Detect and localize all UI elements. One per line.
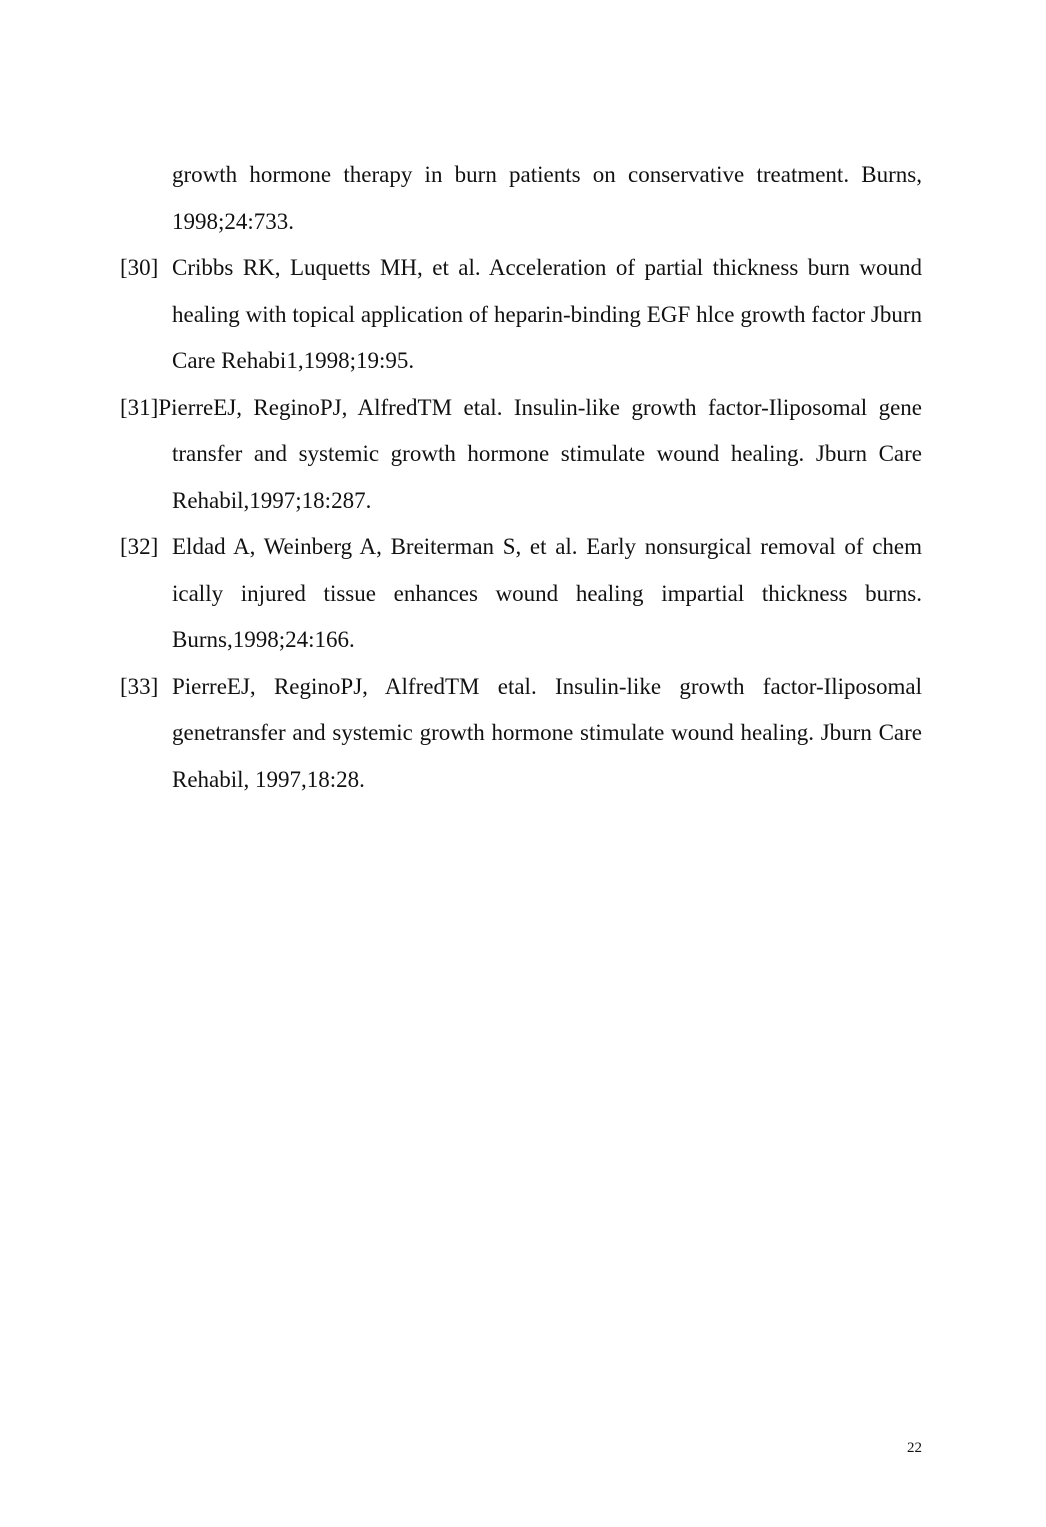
- reference-32: [120, 524, 922, 664]
- reference-label: [31]: [120, 394, 159, 420]
- reference-31: [120, 385, 922, 525]
- reference-30: [120, 245, 922, 385]
- reference-label: [33]: [120, 673, 159, 699]
- reference-label: [32]: [120, 534, 159, 559]
- reference-text: PierreEJ, ReginoPJ, AlfredTM etal. Insulin-like growth factor-Iliposomal gene transfer and systemic growth hormone stimulate wound healing. Jburn Care Rehabil,1997;18:287.: [158, 394, 922, 513]
- reference-label: [30]: [120, 255, 159, 280]
- reference-continuation: [120, 152, 922, 245]
- page-number: 22: [907, 1440, 922, 1456]
- reference-list: [120, 152, 922, 803]
- reference-33: [120, 664, 922, 804]
- reference-text: Cribbs RK, Luquetts MH, et al. Acceleration of partial thickness burn wound healing with topical application of heparin-binding EGF hlce growth factor Jburn Care Rehabi1,1998;19:95.: [172, 255, 922, 373]
- reference-text: PierreEJ, ReginoPJ, AlfredTM etal. Insulin-like growth factor-Iliposomal genetransfer and systemic growth hormone stimulate wound healing. Jburn Care Rehabil, 1997,18:28.: [172, 673, 922, 792]
- reference-text: Eldad A, Weinberg A, Breiterman S, et al. Early nonsurgical removal of chem ically injured tissue enhances wound healing impartial thickness burns. Burns,1998;24:166.: [172, 534, 922, 652]
- reference-text: growth hormone therapy in burn patients on conservative treatment. Burns, 1998;24:733.: [172, 162, 922, 234]
